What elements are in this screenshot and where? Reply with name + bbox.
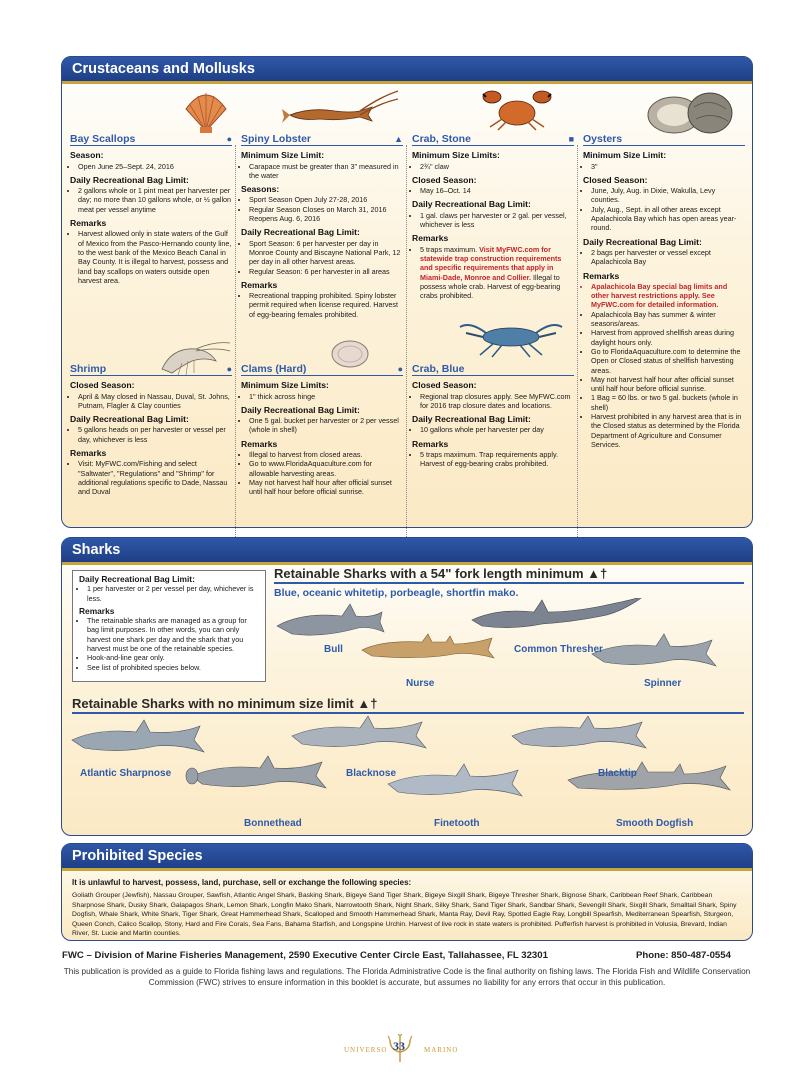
bull-shark-icon [277, 604, 384, 635]
bag-limit-heading: Daily Recreational Bag Limit: [79, 574, 195, 584]
stone-crab-illustration [482, 87, 552, 131]
brand-left: UNIVERSO [344, 1046, 388, 1054]
closed-season-heading: Closed Season: [412, 380, 477, 391]
bag-limit-item: • 10 gallons whole per harvester per day [420, 425, 574, 434]
prohibited-header: Prohibited Species [62, 844, 752, 868]
bag-limit-item: • 2 bags per harvester or vessel except Apalachicola Bay [591, 248, 745, 267]
remarks-text: 5 traps maximum. [420, 244, 480, 254]
blue-crab-illustration [456, 315, 566, 359]
bag-limit-heading: Daily Recreational Bag Limit: [241, 404, 360, 415]
remarks-heading: Remarks [241, 279, 278, 290]
min-size-item: • 1" thick across hinge [249, 392, 403, 401]
remarks-item: • The retainable sharks are managed as a group for bag limit purposes. In other words, you can only harvest one shark per day and the shark that you harvest must be one of the retainable species. [87, 616, 259, 653]
shrimp-title: Shrimp [70, 363, 107, 375]
shark-label: Smooth Dogfish [616, 818, 694, 829]
group1-divider [274, 582, 744, 584]
clams-section [241, 365, 403, 497]
crustaceans-header: Crustaceans and Mollusks [62, 57, 752, 81]
group2-shark-illustrations [70, 716, 746, 826]
spiny-lobster-title: Spiny Lobster [241, 133, 312, 145]
page-number: 33 [393, 1039, 405, 1053]
min-size-heading: Minimum Size Limits: [412, 150, 500, 161]
shark-label: Nurse [406, 678, 435, 689]
remarks-item: • See list of prohibited species below. [87, 663, 259, 672]
remarks-item: • Go to FloridaAquaculture.com to determine the Open or Closed status of shellfish harvesting areas. [591, 347, 745, 375]
remarks-heading: Remarks [412, 233, 449, 244]
shark-label: Spinner [644, 678, 682, 689]
closed-season-heading: Closed Season: [583, 174, 648, 185]
season-item: • Open June 25–Sept. 24, 2016 [78, 162, 232, 171]
sharks-header: Sharks [62, 538, 752, 562]
bay-scallops-section [70, 135, 232, 285]
nurse-shark-icon [362, 634, 494, 658]
bag-limit-item: • Sport Season: 6 per harvester per day in Monroe County and Biscayne National Park, 12 per day in all other harvest areas. [249, 239, 403, 267]
remarks-item: • 1 Bag = 60 lbs. or two 5 gal. buckets (whole in shell) [591, 393, 745, 412]
closed-season-item: • May 16–Oct. 14 [420, 186, 574, 195]
blacknose-shark-icon [292, 716, 426, 748]
min-size-heading: Minimum Size Limits: [241, 380, 329, 391]
group2-title: Retainable Sharks with no minimum size limit ▲† [72, 696, 378, 711]
closed-season-item: • Regional trap closures apply. See MyFWC.com for 2016 trap closure dates and locations. [420, 392, 574, 411]
remarks-item: • Hook-and-line gear only. [87, 653, 259, 662]
shark-label: Finetooth [434, 818, 480, 829]
remarks-item: • May not harvest half hour after official sunset until half hour before official sunrise. [249, 478, 403, 497]
oysters-title: Oysters [583, 133, 623, 145]
min-size-item: • 3" [591, 162, 745, 171]
remarks-item: • Visit: MyFWC.com/Fishing and select "Saltwater", "Regulations" and "Shrimp" for additional regulations specific to Dade, Nassau and Duval [78, 459, 232, 496]
remarks-item: • Illegal to harvest from closed areas. [249, 450, 403, 459]
group2-divider [72, 712, 744, 714]
remarks-item: • Apalachicola Bay has summer & winter seasons/areas. [591, 310, 745, 329]
spiny-lobster-section [241, 135, 403, 319]
remarks-item: • Harvest from approved shellfish areas during daylight hours only. [591, 328, 745, 347]
bay-scallops-title: Bay Scallops [70, 133, 136, 145]
remarks-heading: Remarks [241, 438, 278, 449]
sharks-panel [61, 537, 753, 836]
remarks-highlight: • Apalachicola Bay special bag limits and other harvest restrictions apply. See MyFWC.com for detailed information. [591, 282, 745, 310]
bag-limit-item: • One 5 gal. bucket per harvester or 2 per vessel (whole in shell) [249, 416, 403, 435]
group1-subtitle: Blue, oceanic whitetip, porbeagle, shortfin mako. [274, 587, 519, 599]
brand-right: MARINO [424, 1046, 459, 1054]
crustaceans-panel [61, 56, 753, 528]
bag-limit-heading: Daily Recreational Bag Limit: [583, 236, 702, 247]
prohibited-lead: It is unlawful to harvest, possess, land, purchase, sell or exchange the following species: [72, 878, 412, 887]
seasons-item: • Regular Season Closes on March 31, 2016 Reopens Aug. 6, 2016 [249, 205, 403, 224]
min-size-item: • Carapace must be greater than 3" measured in the water [249, 162, 403, 181]
scallop-illustration [182, 87, 230, 135]
square-mark-icon: ■ [568, 134, 574, 144]
stone-crab-title: Crab, Stone [412, 133, 471, 145]
group1-title: Retainable Sharks with a 54" fork length minimum ▲† [274, 566, 608, 581]
remarks-item: • Go to www.FloridaAquaculture.com for allowable harvesting areas. [249, 459, 403, 478]
circle-mark-icon: ● [397, 364, 403, 374]
lobster-illustration [280, 89, 400, 129]
bag-limit-heading: Daily Recreational Bag Limit: [412, 414, 531, 425]
min-size-item: • 2¾" claw [420, 162, 574, 171]
remarks-item: • Recreational trapping prohibited. Spiny lobster permit required when license required. Harvest of egg-bearing females prohibited. [249, 291, 403, 319]
closed-season-heading: Closed Season: [70, 380, 135, 391]
prohibited-panel [61, 843, 753, 941]
blue-crab-section [412, 365, 574, 469]
prohibited-species-list: Goliath Grouper (Jewfish), Nassau Grouper, Sawfish, Atlantic Angel Shark, Basking Shark, Bigeye Sand Tiger Shark, Bigeye Sixgill Shark, Bigeye Thresher Shark, Bignose Shark, Caribbean Reef Shark, Caribbean Sharpnose Shark, Dusky Shark, Galapagos Shark, Lemon Shark, Longfin Mako Shark, Narrowtooth Shark, Night Shark, Silky Shark, Sand Tiger Shark, Sandbar Shark, Sevengill Shark, Sixgill Shark, Smalltail Shark, Spiny Dogfish, Whale Shark, White Shark, Tiger Shark, Great Hammerhead Shark, Scalloped and Smooth Hammerhead Shark, Manta Ray, Devil Ray, Spotted Eagle Ray, Longbill Spearfish, Mediterranean Spearfish, Sturgeon, Queen Conch, Calico Scallop, Stony, Hard and Fire Corals, Sea Fans, Bahama Starfish, and Longspine Urchin. Harvest of live rock in state waters is prohibited. Pufferfish harvest is prohibited in Volusia, Brevard, Indian River, St. Lucie and Martin counties. [72, 892, 737, 938]
shark-regulations-box [72, 570, 266, 682]
bag-limit-item: • 5 gallons heads on per harvester or vessel per day, whichever is less [78, 425, 232, 444]
common-thresher-shark-icon [472, 598, 644, 628]
oysters-section [583, 135, 745, 449]
remarks-item [420, 245, 574, 301]
remarks-item: • May not harvest half hour after official sunset until half hour before official sunrise. [591, 375, 745, 394]
shark-label: Atlantic Sharpnose [80, 768, 172, 779]
finetooth-shark-icon [388, 764, 522, 796]
spinner-shark-icon [592, 634, 716, 666]
blue-crab-title: Crab, Blue [412, 363, 465, 375]
remarks-text: Illegal to possess whole crab. Harvest of egg-bearing crabs prohibited. [420, 272, 561, 301]
clams-title: Clams (Hard) [241, 363, 307, 375]
bag-limit-heading: Daily Recreational Bag Limit: [241, 227, 360, 238]
bag-limit-item: • Regular Season: 6 per harvester in all areas [249, 267, 403, 276]
remarks-highlight: Visit MyFWC.com for statewide trap construction requirements and specific requirements that apply in Miami-Dade, Monroe and Collier. [420, 244, 562, 282]
seasons-heading: Seasons: [241, 184, 280, 195]
bag-limit-heading: Daily Recreational Bag Limit: [412, 199, 531, 210]
shark-label: Bull [324, 644, 343, 655]
seasons-item: • Sport Season Open July 27-28, 2016 [249, 195, 403, 204]
circle-mark-icon: ● [226, 134, 232, 144]
remarks-heading: Remarks [70, 218, 107, 229]
remarks-item: • Harvest allowed only in state waters of the Gulf of Mexico from the Pasco-Hernando county line, to the west bank of the Mexico Beach Canal in Bay County. It is illegal to harvest, possess and land bay scallops on waters outside open harvest area. [78, 229, 232, 285]
bonnethead-shark-icon [186, 756, 326, 788]
atlantic-sharpnose-shark-icon [72, 720, 204, 752]
remarks-heading: Remarks [79, 605, 115, 616]
shrimp-section [70, 365, 232, 497]
disclaimer: This publication is provided as a guide to Florida fishing laws and regulations. The Florida Administrative Code is the final authority on fishing laws. The Florida Fish and Wildlife Conservation Commission (FWC) strives to ensure information in this booklet is accurate, but assumes no liability for any errors that occur in this publication. [63, 967, 751, 987]
min-size-heading: Minimum Size Limit: [241, 150, 325, 161]
bag-limit-heading: Daily Recreational Bag Limit: [70, 174, 189, 185]
min-size-heading: Minimum Size Limit: [583, 150, 667, 161]
remarks-heading: Remarks [583, 270, 620, 281]
agency-address: FWC – Division of Marine Fisheries Management, 2590 Executive Center Circle East, Tallahassee, FL 32301 [62, 950, 548, 961]
circle-mark-icon: ● [226, 364, 232, 374]
triangle-mark-icon: ▲ [394, 134, 403, 144]
blacktip-shark-icon [512, 716, 646, 748]
closed-season-item: • June, July, Aug. in Dixie, Wakulla, Levy counties. [591, 186, 745, 205]
closed-season-heading: Closed Season: [412, 174, 477, 185]
bag-limit-heading: Daily Recreational Bag Limit: [70, 414, 189, 425]
shark-label: Blacktip [598, 768, 637, 779]
remarks-item: • Harvest prohibited in any harvest area that is in the Closed status as determined by the Florida Department of Agriculture and Consumer Services. [591, 412, 745, 449]
oyster-illustration [646, 87, 736, 139]
page-footer-brand [0, 1034, 812, 1074]
shark-label: Bonnethead [244, 818, 302, 829]
remarks-item: • 5 traps maximum. Trap requirements apply. Harvest of egg-bearing crabs prohibited. [420, 450, 574, 469]
remarks-heading: Remarks [412, 438, 449, 449]
stone-crab-section [412, 135, 574, 300]
season-heading: Season: [70, 150, 104, 161]
smooth-dogfish-icon [568, 762, 730, 790]
closed-season-item: • April & May closed in Nassau, Duval, St. Johns, Putnam, Flagler & Clay counties [78, 392, 232, 411]
bag-limit-item: • 1 gal. claws per harvester or 2 gal. per vessel, whichever is less [420, 211, 574, 230]
shark-label: Common Thresher [514, 644, 603, 655]
remarks-heading: Remarks [70, 448, 107, 459]
shark-label: Blacknose [346, 768, 397, 779]
agency-phone: Phone: 850-487-0554 [636, 950, 731, 961]
bag-limit-item: • 2 gallons whole or 1 pint meat per harvester per day; no more than 10 gallons whole, or ½ gallon meat per vessel anytime [78, 186, 232, 214]
bag-limit-item: • 1 per harvester or 2 per vessel per day, whichever is less. [87, 584, 259, 603]
closed-season-item: • July, Aug., Sept. in all other areas except Apalachicola Bay which has open areas year-round. [591, 205, 745, 233]
